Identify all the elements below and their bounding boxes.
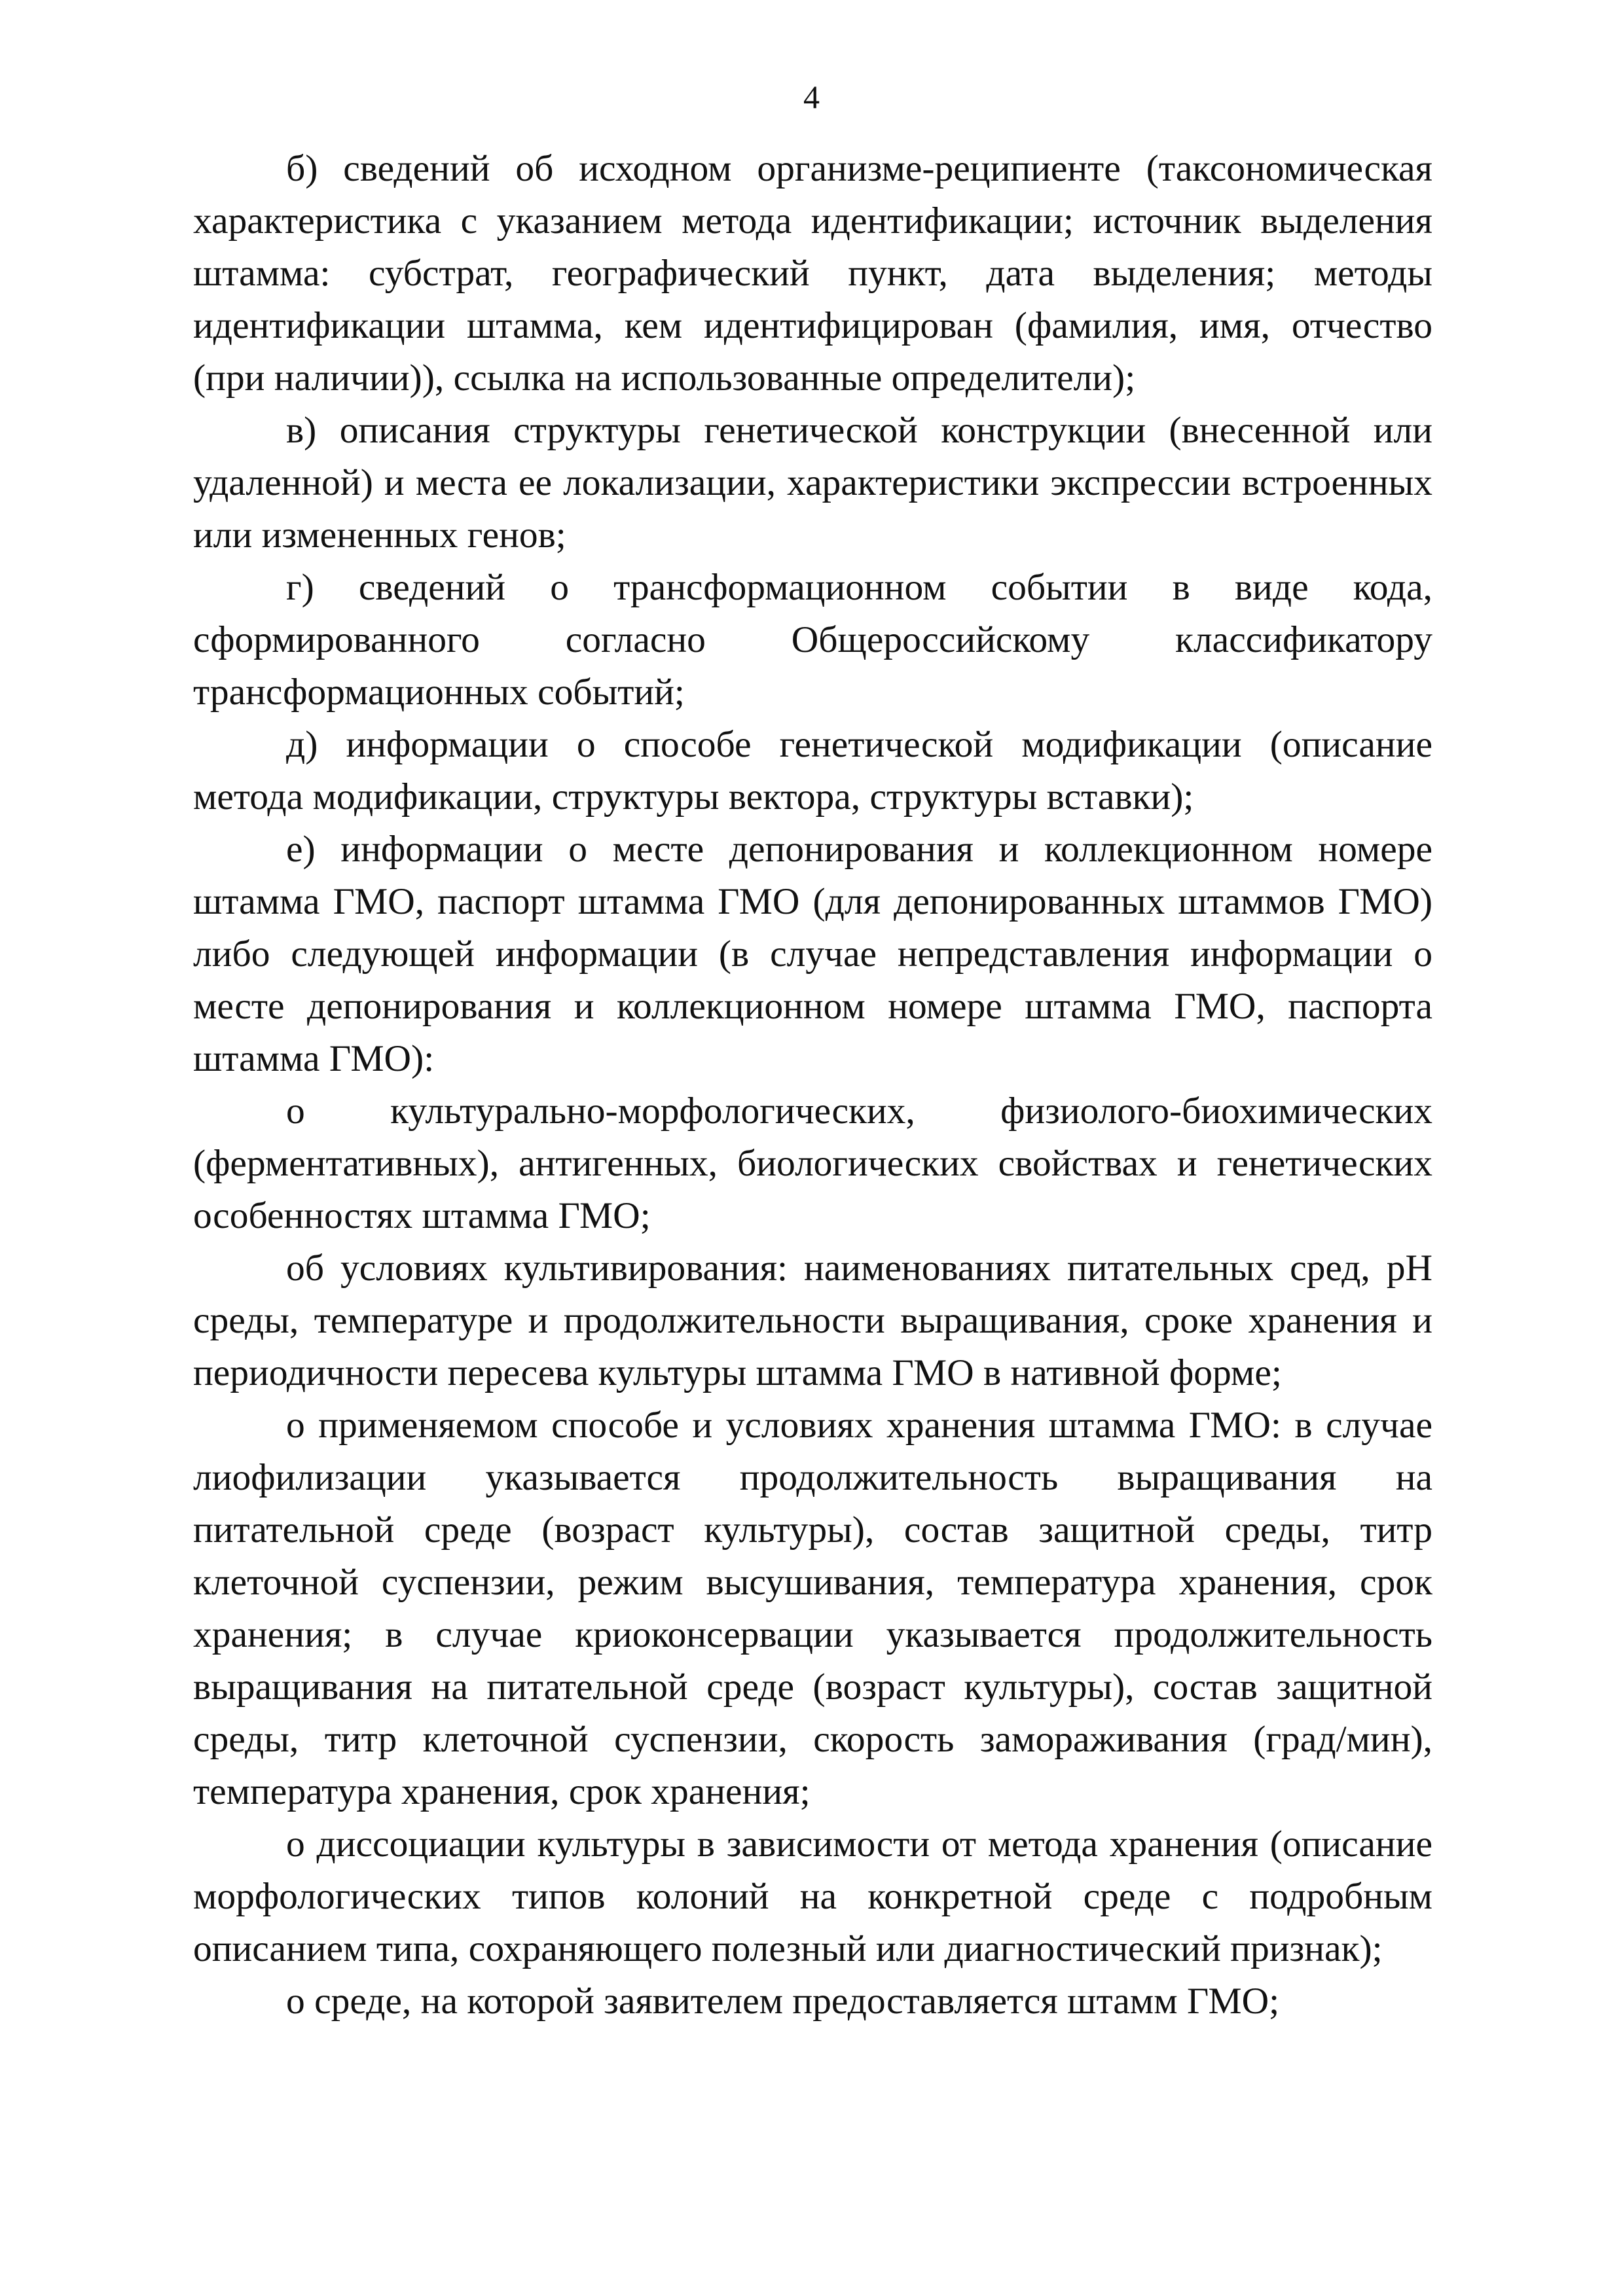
paragraph-provision-medium: о среде, на которой заявителем предоставляется штамм ГМО; <box>286 1981 1280 2022</box>
page-number: 4 <box>803 79 820 115</box>
paragraph-culture-dissociation: о диссоциации культуры в зависимости от метода хранения (описание морфологических типов колоний на конкретной среде с подробным описанием типа, сохраняющего полезный или диагностический признак); <box>193 1823 1432 1969</box>
document-body <box>193 143 1432 2028</box>
paragraph-cultivation-conditions: об условиях культивирования: наименованиях питательных сред, pH среды, температуре и продолжительности выращивания, сроке хранения и периодичности пересева культуры штамма ГМО в нативной форме; <box>193 1247 1432 1393</box>
paragraph-b-recipient-organism: б) сведений об исходном организме-реципиенте (таксономическая характеристика с указанием метода идентификации; источник выделения штамма: субстрат, географический пункт, дата выделения; методы идентификации штамма, кем идентифицирован (фамилия, имя, отчество (при наличии)), ссылка на использованные определители); <box>193 148 1432 399</box>
paragraph-storage-conditions: о применяемом способе и условиях хранения штамма ГМО: в случае лиофилизации указывается продолжительность выращивания на питательной среде (возраст культуры), состав защитной среды, титр клеточной суспензии, режим высушивания, температура хранения, срок хранения; в случае криоконсервации указывается продолжительность выращивания на питательной среде (возраст культуры), состав защитной среды, титр клеточной суспензии, скорость замораживания (град/мин), температура хранения, срок хранения; <box>193 1405 1432 1812</box>
paragraph-v-genetic-construct: в) описания структуры генетической конструкции (внесенной или удаленной) и места ее локализации, характеристики экспрессии встроенных или измененных генов; <box>193 410 1432 556</box>
paragraph-g-transformation-event: г) сведений о трансформационном событии в виде кода, сформированного согласно Общероссийскому классификатору трансформационных событий; <box>193 567 1432 713</box>
paragraph-d-modification-method: д) информации о способе генетической модификации (описание метода модификации, структуры вектора, структуры вставки); <box>193 724 1432 817</box>
paragraph-e-deposit-information: е) информации о месте депонирования и коллекционном номере штамма ГМО, паспорт штамма ГМО (для депонированных штаммов ГМО) либо следующей информации (в случае непредставления информации о месте депонирования и коллекционном номере штамма ГМО, паспорта штамма ГМО): <box>193 829 1432 1079</box>
paragraph-strain-properties: о культурально-морфологических, физиолого-биохимических (ферментативных), антигенных, биологических свойствах и генетических особенностях штамма ГМО; <box>193 1090 1432 1236</box>
